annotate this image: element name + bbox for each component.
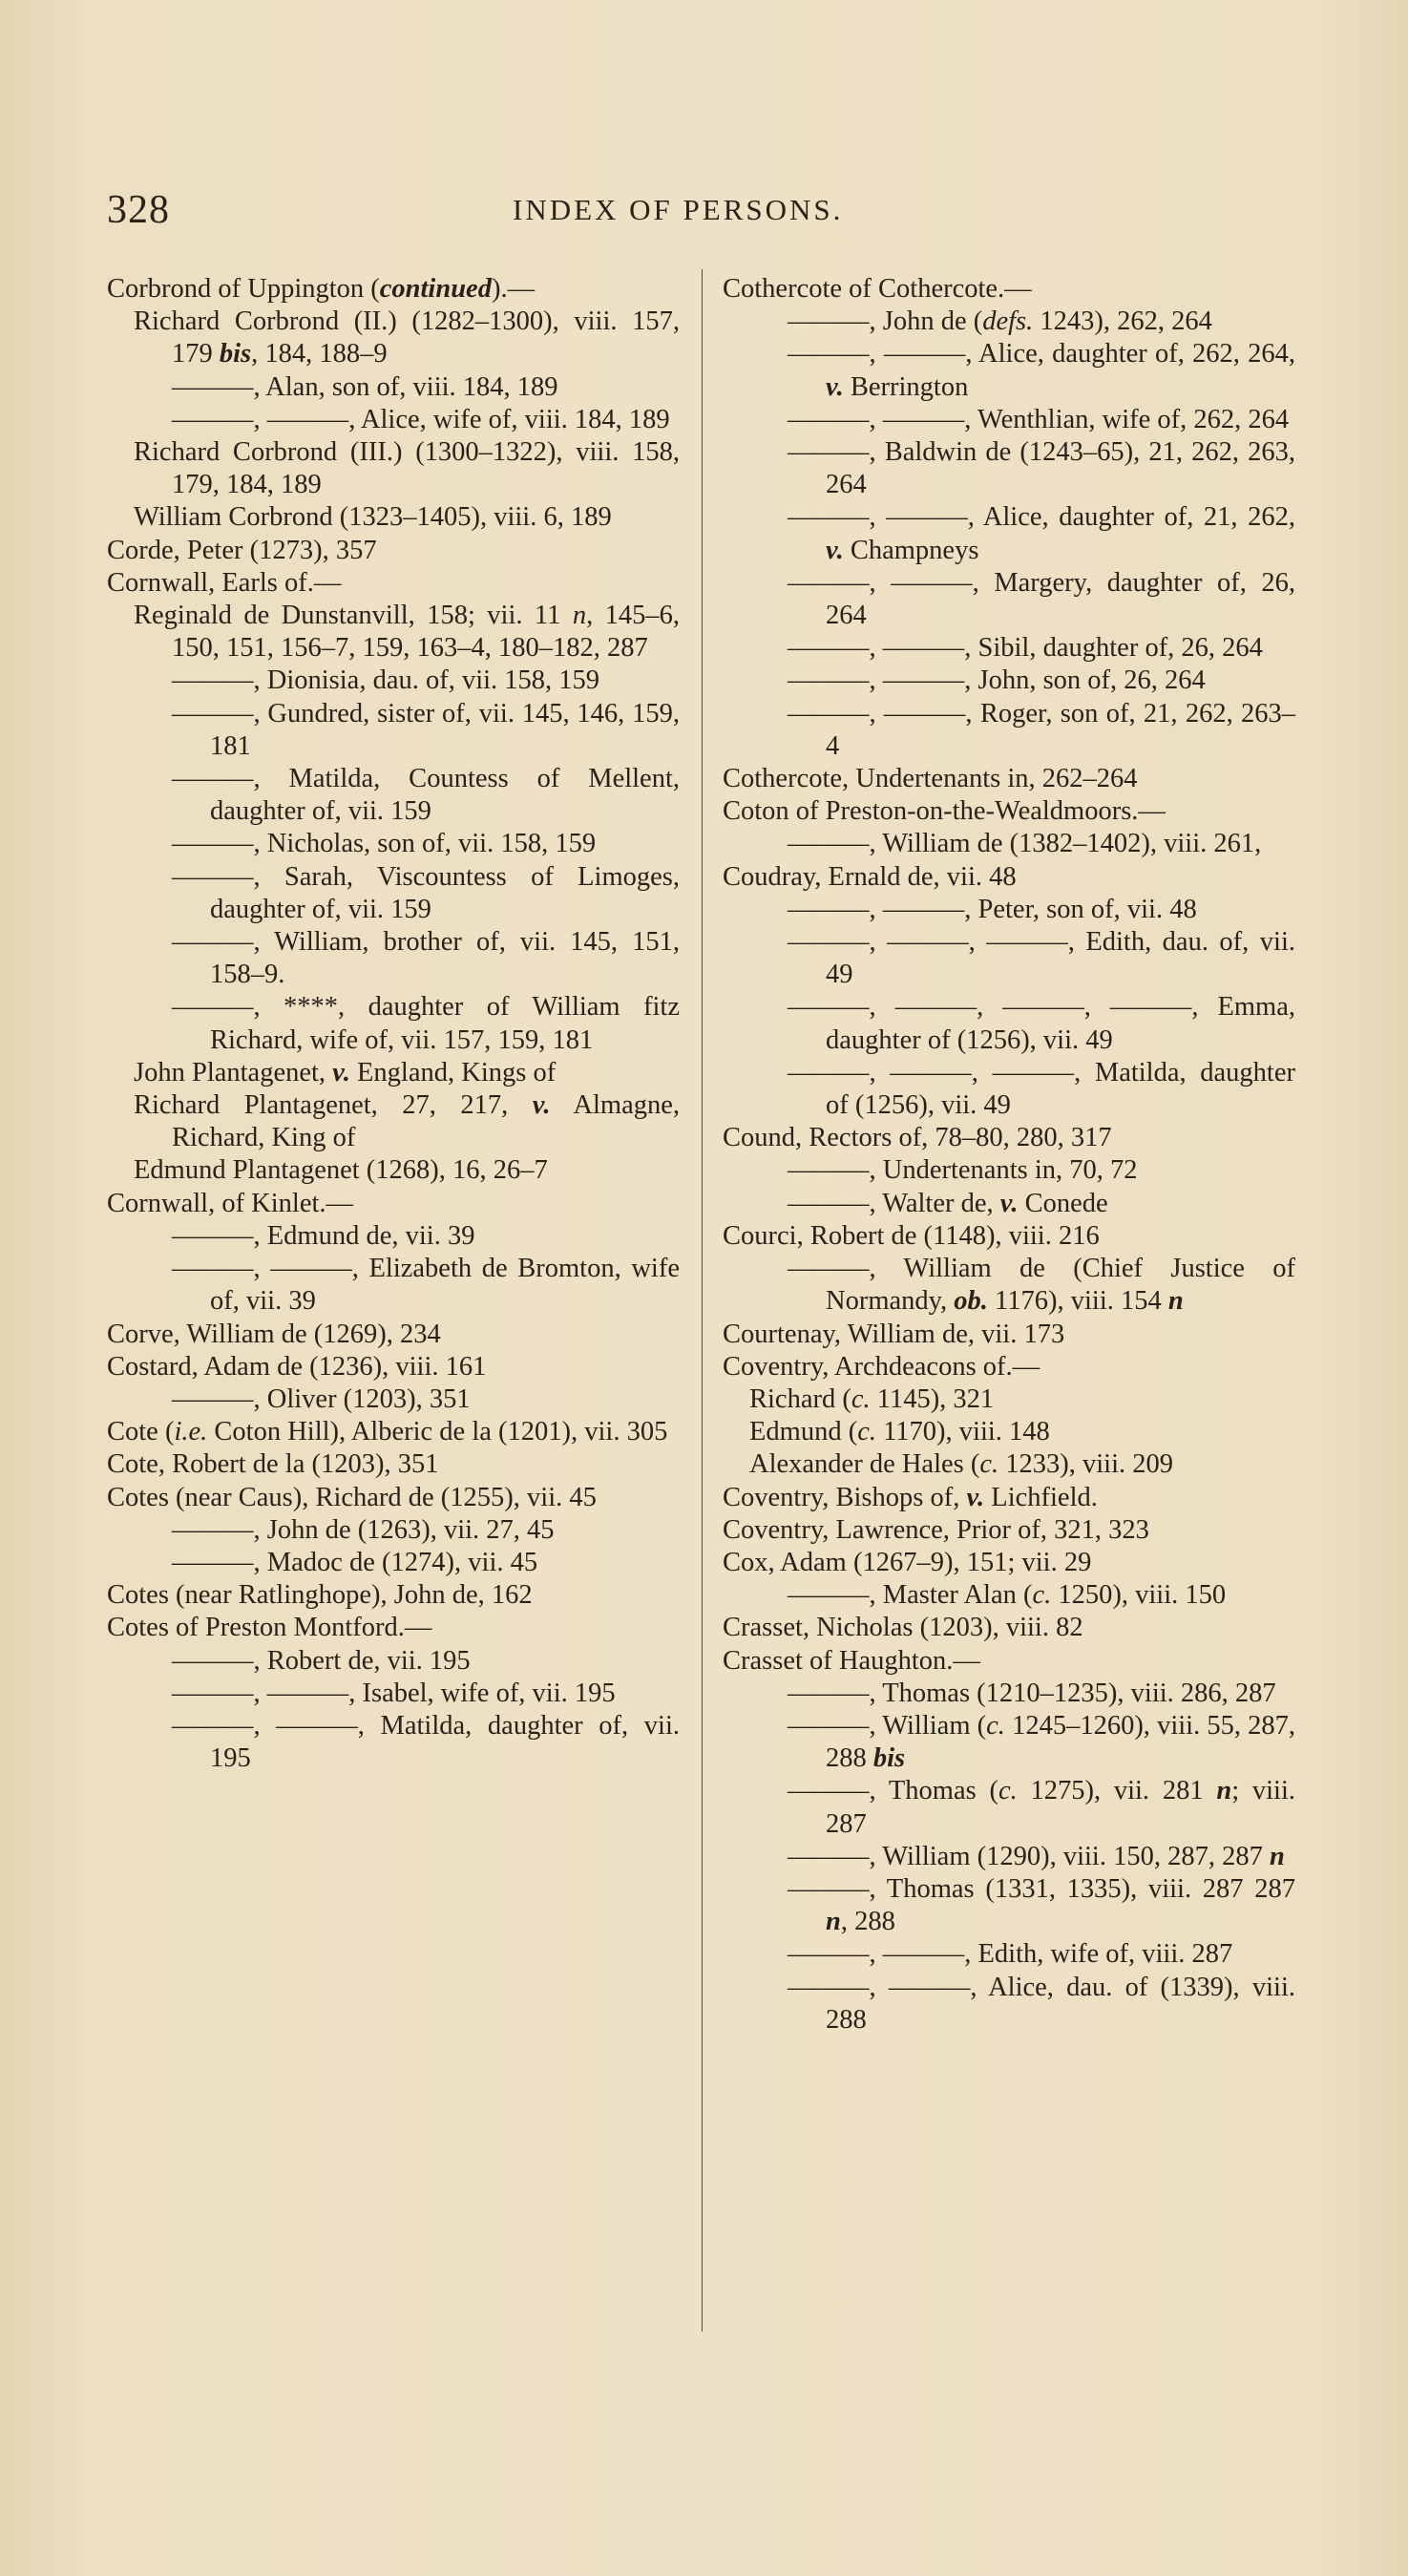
index-entry: ———, William (1290), viii. 150, 287, 287 n <box>788 1841 1285 1871</box>
index-entry: ———, ———, John, son of, 26, 264 <box>788 665 1206 696</box>
index-entry: ———, ———, Wenthlian, wife of, 262, 264 <box>788 404 1290 434</box>
index-entry: Richard Corbrond (II.) (1282–1300), viii. 157, 179 bis, 184, 188–9 <box>134 306 680 370</box>
index-entry: ———, John de (1263), vii. 27, 45 <box>172 1514 555 1545</box>
index-entry: ———, ———, Elizabeth de Bromton, wife of, vii. 39 <box>172 1254 680 1317</box>
index-entry: Courtenay, William de, vii. 173 <box>723 1319 1065 1349</box>
index-entry: Cound, Rectors of, 78–80, 280, 317 <box>723 1123 1112 1153</box>
index-entry: ———, John de (defs. 1243), 262, 264 <box>788 306 1212 337</box>
column-divider <box>702 269 703 2332</box>
index-entry: ———, William (c. 1245–1260), viii. 55, 287, 288 bis <box>788 1710 1295 1774</box>
index-entry: ———, Thomas (1210–1235), viii. 286, 287 <box>788 1678 1276 1708</box>
index-entry: ———, ———, Isabel, wife of, vii. 195 <box>172 1678 616 1708</box>
index-entry: ———, Edmund de, vii. 39 <box>172 1220 475 1251</box>
index-entry: Alexander de Hales (c. 1233), viii. 209 <box>749 1449 1174 1480</box>
index-entry: Edmund Plantagenet (1268), 16, 26–7 <box>134 1155 548 1186</box>
index-entry: Cornwall, Earls of.— <box>107 567 342 598</box>
index-entry: Coton of Preston-on-the-Wealdmoors.— <box>723 796 1166 827</box>
index-entry: ———, Baldwin de (1243–65), 21, 262, 263, 264 <box>788 437 1295 500</box>
index-entry: ———, Dionisia, dau. of, vii. 158, 159 <box>172 665 600 696</box>
index-entry: Corbrond of Uppington (continued).— <box>107 274 536 304</box>
page-header <box>107 187 1291 235</box>
index-entry: ———, Undertenants in, 70, 72 <box>788 1155 1138 1186</box>
index-entry: Coudray, Ernald de, vii. 48 <box>723 861 1017 892</box>
index-entry: William Corbrond (1323–1405), viii. 6, 189 <box>134 502 612 533</box>
index-entry: Richard (c. 1145), 321 <box>749 1383 995 1414</box>
index-entry: ———, ———, Sibil, daughter of, 26, 264 <box>788 633 1263 664</box>
index-entry: ———, ———, Alice, wife of, viii. 184, 189 <box>172 404 670 434</box>
index-entry: ———, ———, Matilda, daughter of, vii. 195 <box>172 1710 680 1774</box>
index-entry: Cornwall, of Kinlet.— <box>107 1188 354 1218</box>
index-entry: ———, Matilda, Countess of Mellent, daughter of, vii. 159 <box>172 764 680 827</box>
index-entry: ———, ———, Alice, daughter of, 262, 264, v. Berrington <box>788 339 1295 402</box>
page-number: 328 <box>107 188 170 232</box>
index-entry: ———, Alan, son of, viii. 184, 189 <box>172 371 558 402</box>
index-column-right <box>723 273 1295 2037</box>
index-entry: ———, Gundred, sister of, vii. 145, 146, 159, 181 <box>172 698 680 761</box>
running-title: INDEX OF PERSONS. <box>513 193 844 226</box>
index-entry: ———, ———, Roger, son of, 21, 262, 263–4 <box>788 698 1295 761</box>
index-entry: Corve, William de (1269), 234 <box>107 1319 441 1349</box>
index-entry: Courci, Robert de (1148), viii. 216 <box>723 1220 1100 1251</box>
index-entry: Corde, Peter (1273), 357 <box>107 535 377 565</box>
index-entry: Richard Corbrond (III.) (1300–1322), viii. 158, 179, 184, 189 <box>134 437 680 500</box>
index-entry: ———, Thomas (c. 1275), vii. 281 n; viii. 287 <box>788 1776 1295 1839</box>
index-entry: ———, Walter de, v. Conede <box>788 1188 1108 1218</box>
index-entry: Edmund (c. 1170), viii. 148 <box>749 1417 1050 1447</box>
index-entry: Reginald de Dunstanvill, 158; vii. 11 n, 145–6, 150, 151, 156–7, 159, 163–4, 180–182, 287 <box>134 601 680 664</box>
index-entry: Cote (i.e. Coton Hill), Alberic de la (1201), vii. 305 <box>107 1417 668 1447</box>
index-entry: ———, Master Alan (c. 1250), viii. 150 <box>788 1580 1227 1611</box>
index-entry: ———, ———, Alice, daughter of, 21, 262, v. Champneys <box>788 502 1295 565</box>
index-entry: Crasset of Haughton.— <box>723 1645 980 1676</box>
index-entry: Cox, Adam (1267–9), 151; vii. 29 <box>723 1547 1092 1577</box>
index-entry: Cotes (near Caus), Richard de (1255), vii. 45 <box>107 1482 597 1512</box>
index-entry: ———, ———, ———, Matilda, daughter of (1256), vii. 49 <box>788 1057 1295 1121</box>
index-entry: John Plantagenet, v. England, Kings of <box>134 1057 557 1087</box>
index-entry: ———, ———, ———, ———, Emma, daughter of (1256), vii. 49 <box>788 992 1295 1055</box>
index-entry: ———, Oliver (1203), 351 <box>172 1383 471 1414</box>
index-entry: ———, Sarah, Viscountess of Limoges, daughter of, vii. 159 <box>172 861 680 924</box>
index-entry: ———, ———, Edith, wife of, viii. 287 <box>788 1939 1233 1970</box>
index-entry: ———, William de (1382–1402), viii. 261, <box>788 829 1262 859</box>
index-entry: ———, Nicholas, son of, vii. 158, 159 <box>172 829 597 859</box>
index-entry: ———, ———, ———, Edith, dau. of, vii. 49 <box>788 927 1295 990</box>
index-entry: ———, William de (Chief Justice of Normandy, ob. 1176), viii. 154 n <box>788 1254 1295 1317</box>
index-entry: ———, Madoc de (1274), vii. 45 <box>172 1547 538 1577</box>
index-entry: Cothercote, Undertenants in, 262–264 <box>723 764 1138 794</box>
index-entry: ———, Thomas (1331, 1335), viii. 287 287 n, 288 <box>788 1873 1295 1937</box>
index-entry: Coventry, Lawrence, Prior of, 321, 323 <box>723 1514 1149 1545</box>
index-entry: ———, ———, Alice, dau. of (1339), viii. 288 <box>788 1972 1295 2035</box>
index-entry: Richard Plantagenet, 27, 217, v. Almagne, Richard, King of <box>134 1090 680 1153</box>
index-entry: Cothercote of Cothercote.— <box>723 274 1032 304</box>
index-entry: Coventry, Bishops of, v. Lichfield. <box>723 1482 1098 1512</box>
index-entry: Cote, Robert de la (1203), 351 <box>107 1449 439 1480</box>
index-entry: ———, Robert de, vii. 195 <box>172 1645 471 1676</box>
index-entry: ———, ———, Peter, son of, vii. 48 <box>788 894 1197 924</box>
index-entry: ———, William, brother of, vii. 145, 151, 158–9. <box>172 927 680 990</box>
index-entry: ———, ****, daughter of William fitz Richard, wife of, vii. 157, 159, 181 <box>172 992 680 1055</box>
index-column-left <box>107 273 680 1775</box>
index-entry: Crasset, Nicholas (1203), viii. 82 <box>723 1613 1083 1643</box>
index-entry: ———, ———, Margery, daughter of, 26, 264 <box>788 567 1295 631</box>
index-entry: Costard, Adam de (1236), viii. 161 <box>107 1351 487 1382</box>
index-entry: Cotes (near Ratlinghope), John de, 162 <box>107 1580 533 1611</box>
index-entry: Cotes of Preston Montford.— <box>107 1613 432 1643</box>
index-entry: Coventry, Archdeacons of.— <box>723 1351 1040 1382</box>
